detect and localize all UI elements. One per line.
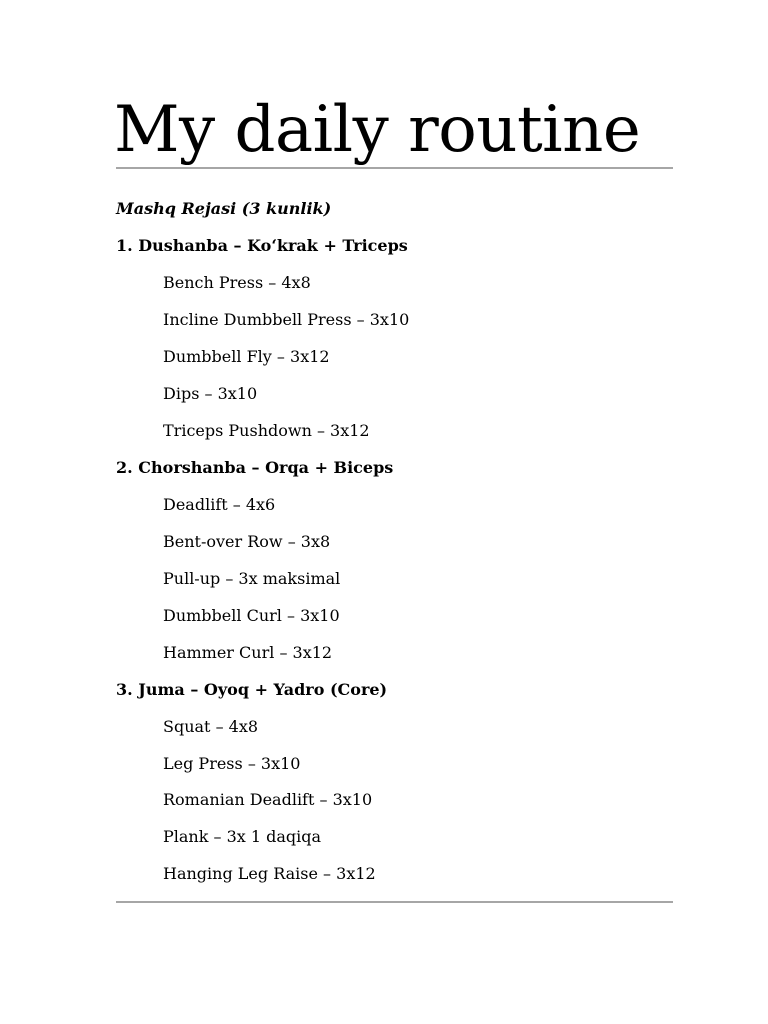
section-heading-friday: 3. Juma – Oyoq + Yadro (Core) xyxy=(116,680,388,699)
exercise-item: Pull-up – 3x maksimal xyxy=(163,569,341,588)
exercise-item: Hammer Curl – 3x12 xyxy=(163,643,333,662)
page-title: My daily routine xyxy=(114,93,641,167)
exercise-item: Dumbbell Fly – 3x12 xyxy=(163,347,330,366)
exercise-item: Triceps Pushdown – 3x12 xyxy=(163,421,370,440)
plan-subtitle: Mashq Rejasi (3 kunlik) xyxy=(116,199,332,218)
exercise-item: Squat – 4x8 xyxy=(163,717,259,736)
exercise-item: Bench Press – 4x8 xyxy=(163,273,311,292)
bottom-divider xyxy=(116,901,673,903)
exercise-item: Romanian Deadlift – 3x10 xyxy=(163,790,373,809)
exercise-item: Leg Press – 3x10 xyxy=(163,754,301,773)
exercise-item: Incline Dumbbell Press – 3x10 xyxy=(163,310,410,329)
exercise-item: Plank – 3x 1 daqiqa xyxy=(163,827,322,846)
exercise-item: Dumbbell Curl – 3x10 xyxy=(163,606,340,625)
exercise-item: Deadlift – 4x6 xyxy=(163,495,276,514)
section-heading-monday: 1. Dushanba – Ko‘krak + Triceps xyxy=(116,236,408,255)
section-heading-wednesday: 2. Chorshanba – Orqa + Biceps xyxy=(116,458,394,477)
exercise-item: Bent-over Row – 3x8 xyxy=(163,532,331,551)
exercise-item: Hanging Leg Raise – 3x12 xyxy=(163,864,376,883)
title-divider xyxy=(116,167,673,169)
exercise-item: Dips – 3x10 xyxy=(163,384,258,403)
